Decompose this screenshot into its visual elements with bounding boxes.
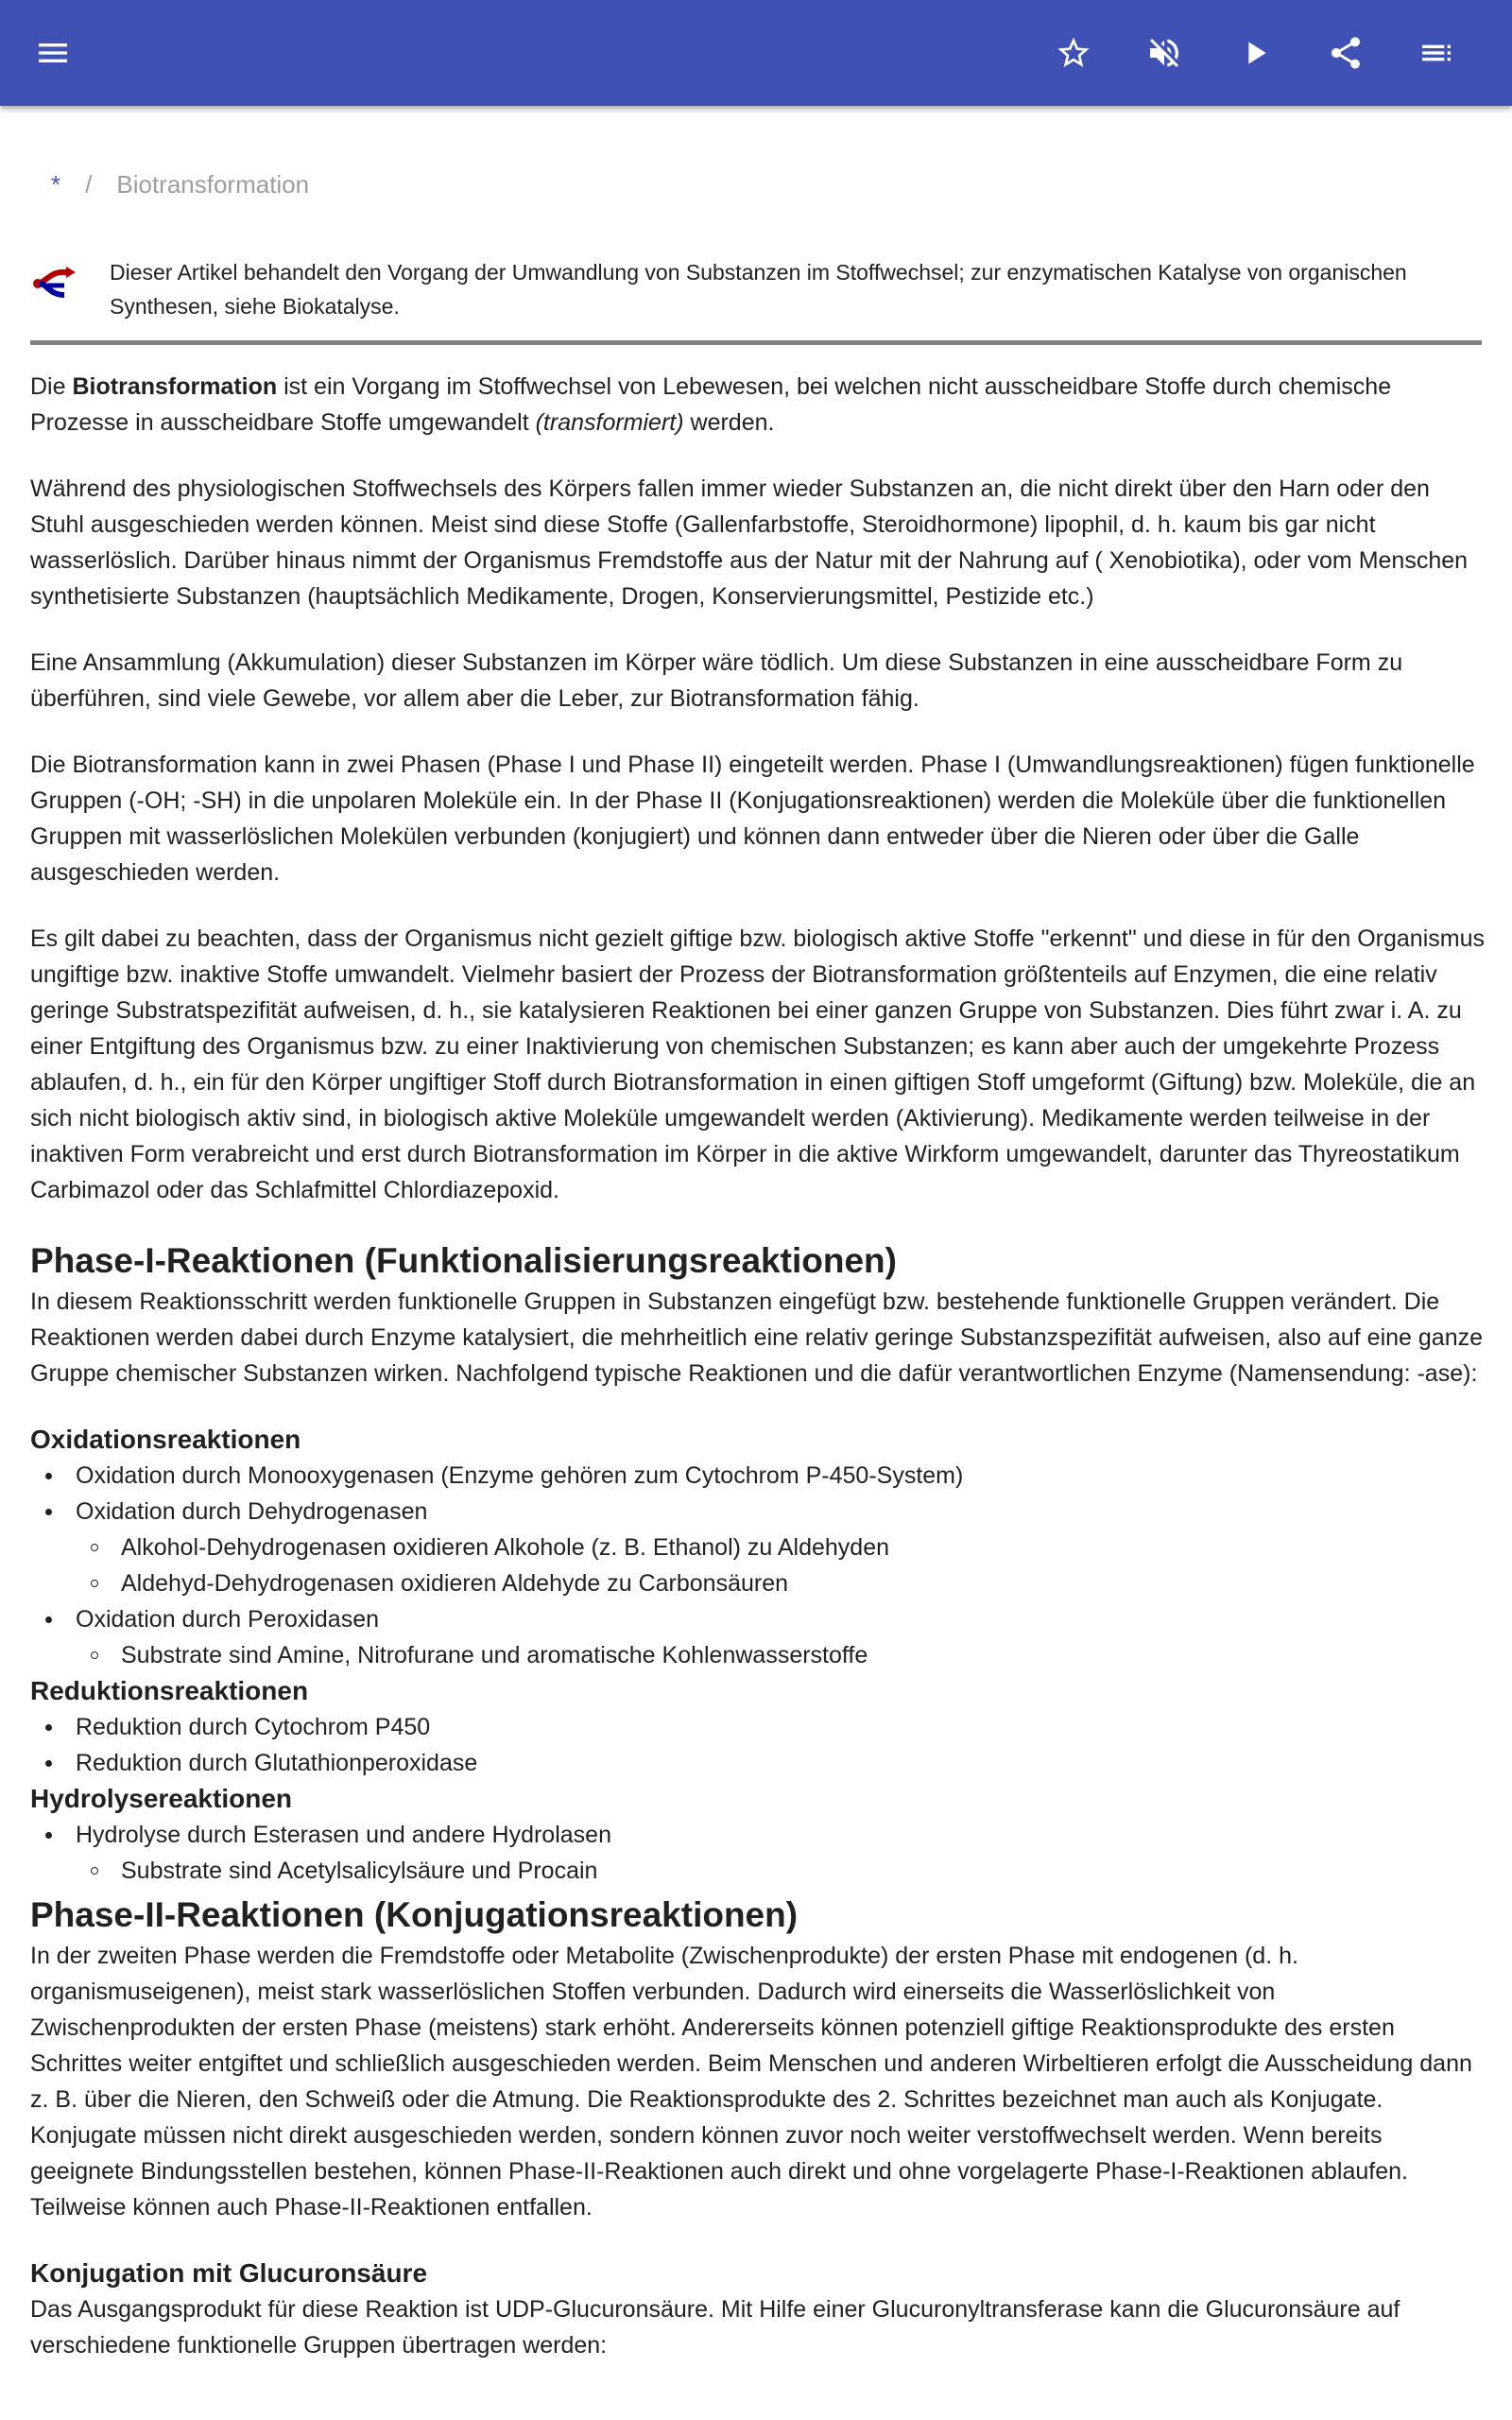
breadcrumb-separator: / — [85, 170, 93, 199]
subsection-heading-oxidation: Oxidationsreaktionen — [30, 1425, 301, 1454]
sublist-item: Aldehyd-Dehydrogenasen oxidieren Aldehyde zu Carbonsäuren — [30, 1565, 1486, 1601]
article-body — [30, 369, 1486, 2394]
section-heading-phase1: Phase-I-Reaktionen (Funktionalisierungsreaktionen) — [30, 1241, 897, 1280]
sublist-item: Substrate sind Amine, Nitrofurane und aromatische Kohlenwasserstoffe — [30, 1637, 1486, 1673]
subsection-heading-reduction: Reduktionsreaktionen — [30, 1676, 309, 1705]
play-icon[interactable] — [1228, 26, 1281, 79]
list-item: Reduktion durch Cytochrom P450 — [30, 1709, 1486, 1745]
paragraph: In der zweiten Phase werden die Fremdstoffe oder Metabolite (Zwischenprodukte) der ersten Phase mit endogenen (d. h. organismuseigenen), meist stark wasserlöslichen Stoffen verbunden. Dadurch wird einerseits die Wasserlöslichkeit von Zwischenprodukten der ersten Phase (meistens) stark erhöht. Andererseits können potenziell giftige Reaktionsprodukte des ersten Schrittes weiter entgiftet und schließlich ausgeschieden werden. Beim Menschen und anderen Wirbeltieren erfolgt die Ausscheidung dann z. B. über die Nieren, den Schweiß oder die Atmung. Die Reaktionsprodukte des 2. Schrittes bezeichnet man auch als Konjugate. Konjugate müssen nicht direkt ausgeschieden werden, sondern können zuvor noch weiter verstoffwechselt werden. Wenn bereits geeignete Bindungsstellen bestehen, können Phase-II-Reaktionen auch direkt und ohne vorgelagerte Phase-I-Reaktionen ablaufen. Teilweise können auch Phase-II-Reaktionen entfallen. — [30, 1943, 1472, 2221]
share-icon[interactable] — [1319, 26, 1372, 79]
paragraph: Eine Ansammlung (Akkumulation) dieser Substanzen im Körper wäre tödlich. Um diese Substanzen in eine ausscheidbare Form zu überführen, sind viele Gewebe, vor allem aber die Leber, zur Biotransformation fähig. — [30, 649, 1403, 712]
list-item: Reduktion durch Glutathionperoxidase — [30, 1745, 1486, 1781]
breadcrumb-current: Biotransformation — [116, 170, 310, 199]
paragraph: Das Ausgangsprodukt für diese Reaktion ist UDP-Glucuronsäure. Mit Hilfe einer Glucuronyltransferase kann die Glucuronsäure auf verschiedene funktionelle Gruppen übertragen werden: — [30, 2296, 1400, 2359]
list-item: Oxidation durch Monooxygenasen (Enzyme gehören zum Cytochrom P-450-System) — [30, 1458, 1486, 1494]
list-item: Oxidation durch Dehydrogenasen — [30, 1494, 1486, 1530]
list-item: Hydrolyse durch Esterasen und andere Hydrolasen — [30, 1817, 1486, 1853]
list-item: Oxidation durch Peroxidasen — [30, 1601, 1486, 1637]
term-bold: Biotransformation — [72, 373, 278, 400]
paragraph: Während des physiologischen Stoffwechsels des Körpers fallen immer wieder Substanzen an, die nicht direkt über den Harn oder den Stuhl ausgeschieden werden können. Meist sind diese Stoffe (Gallenfarbstoffe, Steroidhormone) lipophil, d. h. kaum bis gar nicht wasserlöslich. Darüber hinaus nimmt der Organismus Fremdstoffe aus der Natur mit der Nahrung auf ( Xenobiotika), oder vom Menschen synthetisierte Substanzen (hauptsächlich Medikamente, Drogen, Konservierungsmittel, Pestizide etc.) — [30, 475, 1469, 610]
hydrolysis-list — [30, 1817, 1486, 1889]
intro-paragraph — [30, 369, 1486, 441]
text: ist ein Vorgang im Stoffwechsel von Lebewesen, bei welchen nicht ausscheidbare Stoffe durch chemische Prozesse in ausscheidbare Stoffe umgewandelt — [30, 373, 1392, 436]
subsection-heading-glucuron: Konjugation mit Glucuronsäure — [30, 2258, 428, 2288]
playlist-icon[interactable] — [1410, 26, 1463, 79]
reduction-list — [30, 1709, 1486, 1781]
section-heading-phase2: Phase-II-Reaktionen (Konjugationsreaktionen) — [30, 1895, 799, 1934]
hatnote-text: Dieser Artikel behandelt den Vorgang der Umwandlung von Substanzen im Stoffwechsel; zur enzymatischen Katalyse von organischen Synthesen, siehe Biokatalyse. — [110, 260, 1407, 319]
breadcrumb-root[interactable]: * — [51, 170, 61, 199]
text: werden. — [683, 409, 775, 436]
sublist-item: Alkohol-Dehydrogenasen oxidieren Alkohole (z. B. Ethanol) zu Aldehyden — [30, 1530, 1486, 1565]
star-icon[interactable] — [1047, 26, 1100, 79]
disambiguation-icon — [30, 255, 110, 323]
breadcrumb — [51, 170, 309, 199]
term-italic: (transformiert) — [535, 409, 684, 436]
oxidation-list — [30, 1458, 1486, 1673]
divider — [30, 340, 1482, 345]
subsection-heading-hydrolysis: Hydrolysereaktionen — [30, 1784, 292, 1813]
paragraph: In diesem Reaktionsschritt werden funktionelle Gruppen in Substanzen eingefügt bzw. bestehende funktionelle Gruppen verändert. Die Reaktionen werden dabei durch Enzyme katalysiert, die mehrheitlich eine relativ geringe Substanzspezifität aufweisen, also auf eine ganze Gruppe chemischer Substanzen wirken. Nachfolgend typische Reaktionen und die dafür verantwortlichen Enzyme (Namensendung: -ase): — [30, 1288, 1483, 1387]
paragraph: Es gilt dabei zu beachten, dass der Organismus nicht gezielt giftige bzw. biologisch aktive Stoffe "erkennt" und diese in für den Organismus ungiftige bzw. inaktive Stoffe umwandelt. Vielmehr basiert der Prozess der Biotransformation größtenteils auf Enzymen, die eine relativ geringe Substratspezifität aufweisen, d. h., sie katalysieren Reaktionen bei einer ganzen Gruppe von Substanzen. Dies führt zwar i. A. zu einer Entgiftung des Organismus bzw. zu einer Inaktivierung von chemischen Substanzen; es kann aber auch der umgekehrte Prozess ablaufen, d. h., ein für den Körper ungiftiger Stoff durch Biotransformation in einen giftigen Stoff umgeformt (Giftung) bzw. Moleküle, die an sich nicht biologisch aktiv sind, in biologisch aktive Moleküle umgewandelt werden (Aktivierung). Medikamente werden teilweise in der inaktiven Form verabreicht und erst durch Biotransformation im Körper in die aktive Wirkform umgewandelt, darunter das Thyreostatikum Carbimazol oder das Schlafmittel Chlordiazepoxid. — [30, 925, 1485, 1203]
app-bar — [0, 0, 1512, 106]
paragraph: Die Biotransformation kann in zwei Phasen (Phase I und Phase II) eingeteilt werden. Phase I (Umwandlungsreaktionen) fügen funktionelle Gruppen (-OH; -SH) in die unpolaren Moleküle ein. In der Phase II (Konjugationsreaktionen) werden die Moleküle über die funktionellen Gruppen mit wasserlöslichen Molekülen verbunden (konjugiert) und können dann entweder über die Nieren oder über die Galle ausgeschieden werden. — [30, 752, 1475, 886]
sublist-item: Substrate sind Acetylsalicylsäure und Procain — [30, 1853, 1486, 1889]
menu-icon[interactable] — [26, 26, 79, 79]
text: Die — [30, 373, 73, 400]
hatnote — [30, 255, 1482, 323]
volume-off-icon[interactable] — [1138, 26, 1191, 79]
